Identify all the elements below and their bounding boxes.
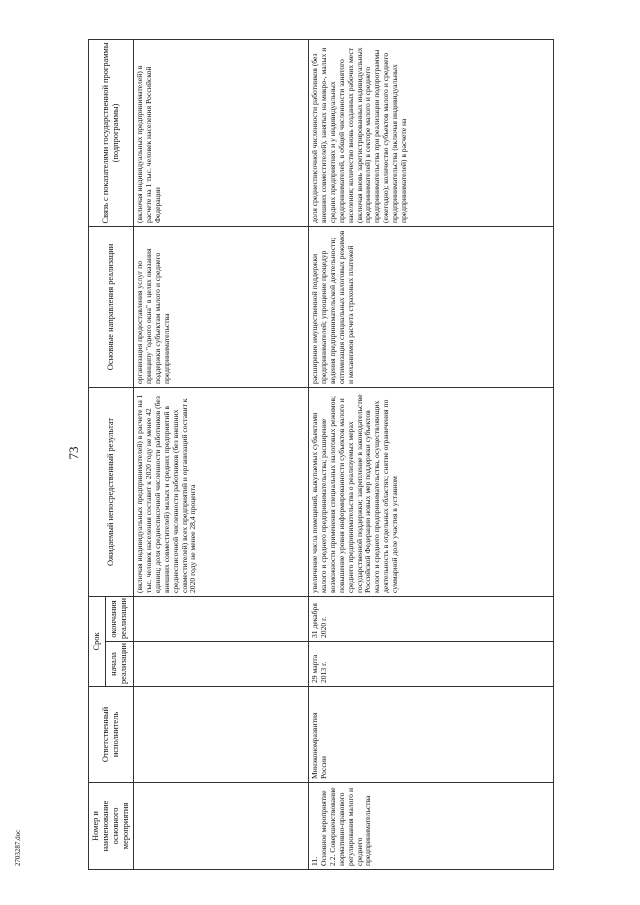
footer-filename: 2703287.doc <box>14 829 22 867</box>
cell-start: 29 марта 2013 г. <box>309 642 554 687</box>
cell-executor: Минэкономразвития России <box>309 687 554 783</box>
cell-directions-continued: организация предоставления услуг по принципу "одного окна" в целях оказания поддержки субъектам малого и среднего предпринимательства <box>134 227 309 388</box>
header-term-end: окончания реализации <box>105 597 133 642</box>
cell-directions: расширение имущественной поддержки предпринимателей; упрощение процедур ведения предпринимательской деятельности; оптимизация специальных налоговых режимов и механизмов расчета страховых платежей <box>309 227 554 388</box>
rotated-table-container <box>88 40 600 870</box>
row-number: 11. <box>310 856 319 866</box>
cell-result-continued: (включая индивидуальных предпринимателей) в расчете на 1 тыс. человек населения составит к 2020 году не менее 42 единиц; доля среднесписочной численности работников (без внешних совместителей) малых и средних предприятий в среднесписочной численности работников (без внешних совместителей) всех предприятий и организаций составит к 2020 году не менее 28,4 процента <box>134 388 309 597</box>
header-name: Номер и наименование основного мероприятия <box>89 783 134 870</box>
measure-name: Основное мероприятие 2.2. Совершенствование нормативно-правового регулирования малого и среднего предпринимательства <box>318 787 373 866</box>
cell-empty <box>134 783 309 870</box>
header-term: Срок <box>89 597 106 687</box>
cell-empty <box>134 687 309 783</box>
cell-empty <box>134 597 309 642</box>
table-row-11 <box>309 40 554 870</box>
cell-link: доля среднесписочной численности работников (без внешних совместителей), занятых на микро-, малых и средних предприятиях и у индивидуальных предпринимателей, в общей численности занятого населения; количество вновь созданных рабочих мест (включая вновь зарегистрированных индивидуальных предпринимателей) в секторе малого и среднего предпринимательства при реализации подпрограммы (ежегодно); количество субъектов малого и среднего предпринимательства (включая индивидуальных предпринимателей) в расчете на <box>309 40 554 227</box>
header-executor: Ответственный исполнитель <box>89 687 134 783</box>
table-header <box>89 40 134 870</box>
measures-table <box>88 39 554 870</box>
page-number: 73 <box>66 446 81 460</box>
cell-empty <box>134 642 309 687</box>
header-term-start: начала реализации <box>105 642 133 687</box>
header-directions: Основные направления реализации <box>89 227 134 388</box>
cell-link-continued: (включая индивидуальных предпринимателей) в расчете на 1 тыс. человек населения Российской Федерации <box>134 40 309 227</box>
table-row-continued <box>134 40 309 870</box>
header-result: Ожидаемый непосредственный результат <box>89 388 134 597</box>
cell-end: 31 декабря 2020 г. <box>309 597 554 642</box>
header-link: Связь с показателями государственной программы (подпрограммы) <box>89 40 134 227</box>
cell-result: увеличение числа помещений, выкупаемых субъектами малого и среднего предпринимательства; расширение возможности применения специальных налоговых режимов; повышение уровня информированности субъектов малого и среднего предпринимательства о реализуемых мерах государственной поддержки; закрепление в законодательстве Российской Федерации новых мер поддержки субъектов малого и среднего предпринимательства, осуществляющих деятельность в отдельных областях; снятие ограничения по суммарной доле участия в уставном <box>309 388 554 597</box>
cell-name <box>309 783 554 870</box>
